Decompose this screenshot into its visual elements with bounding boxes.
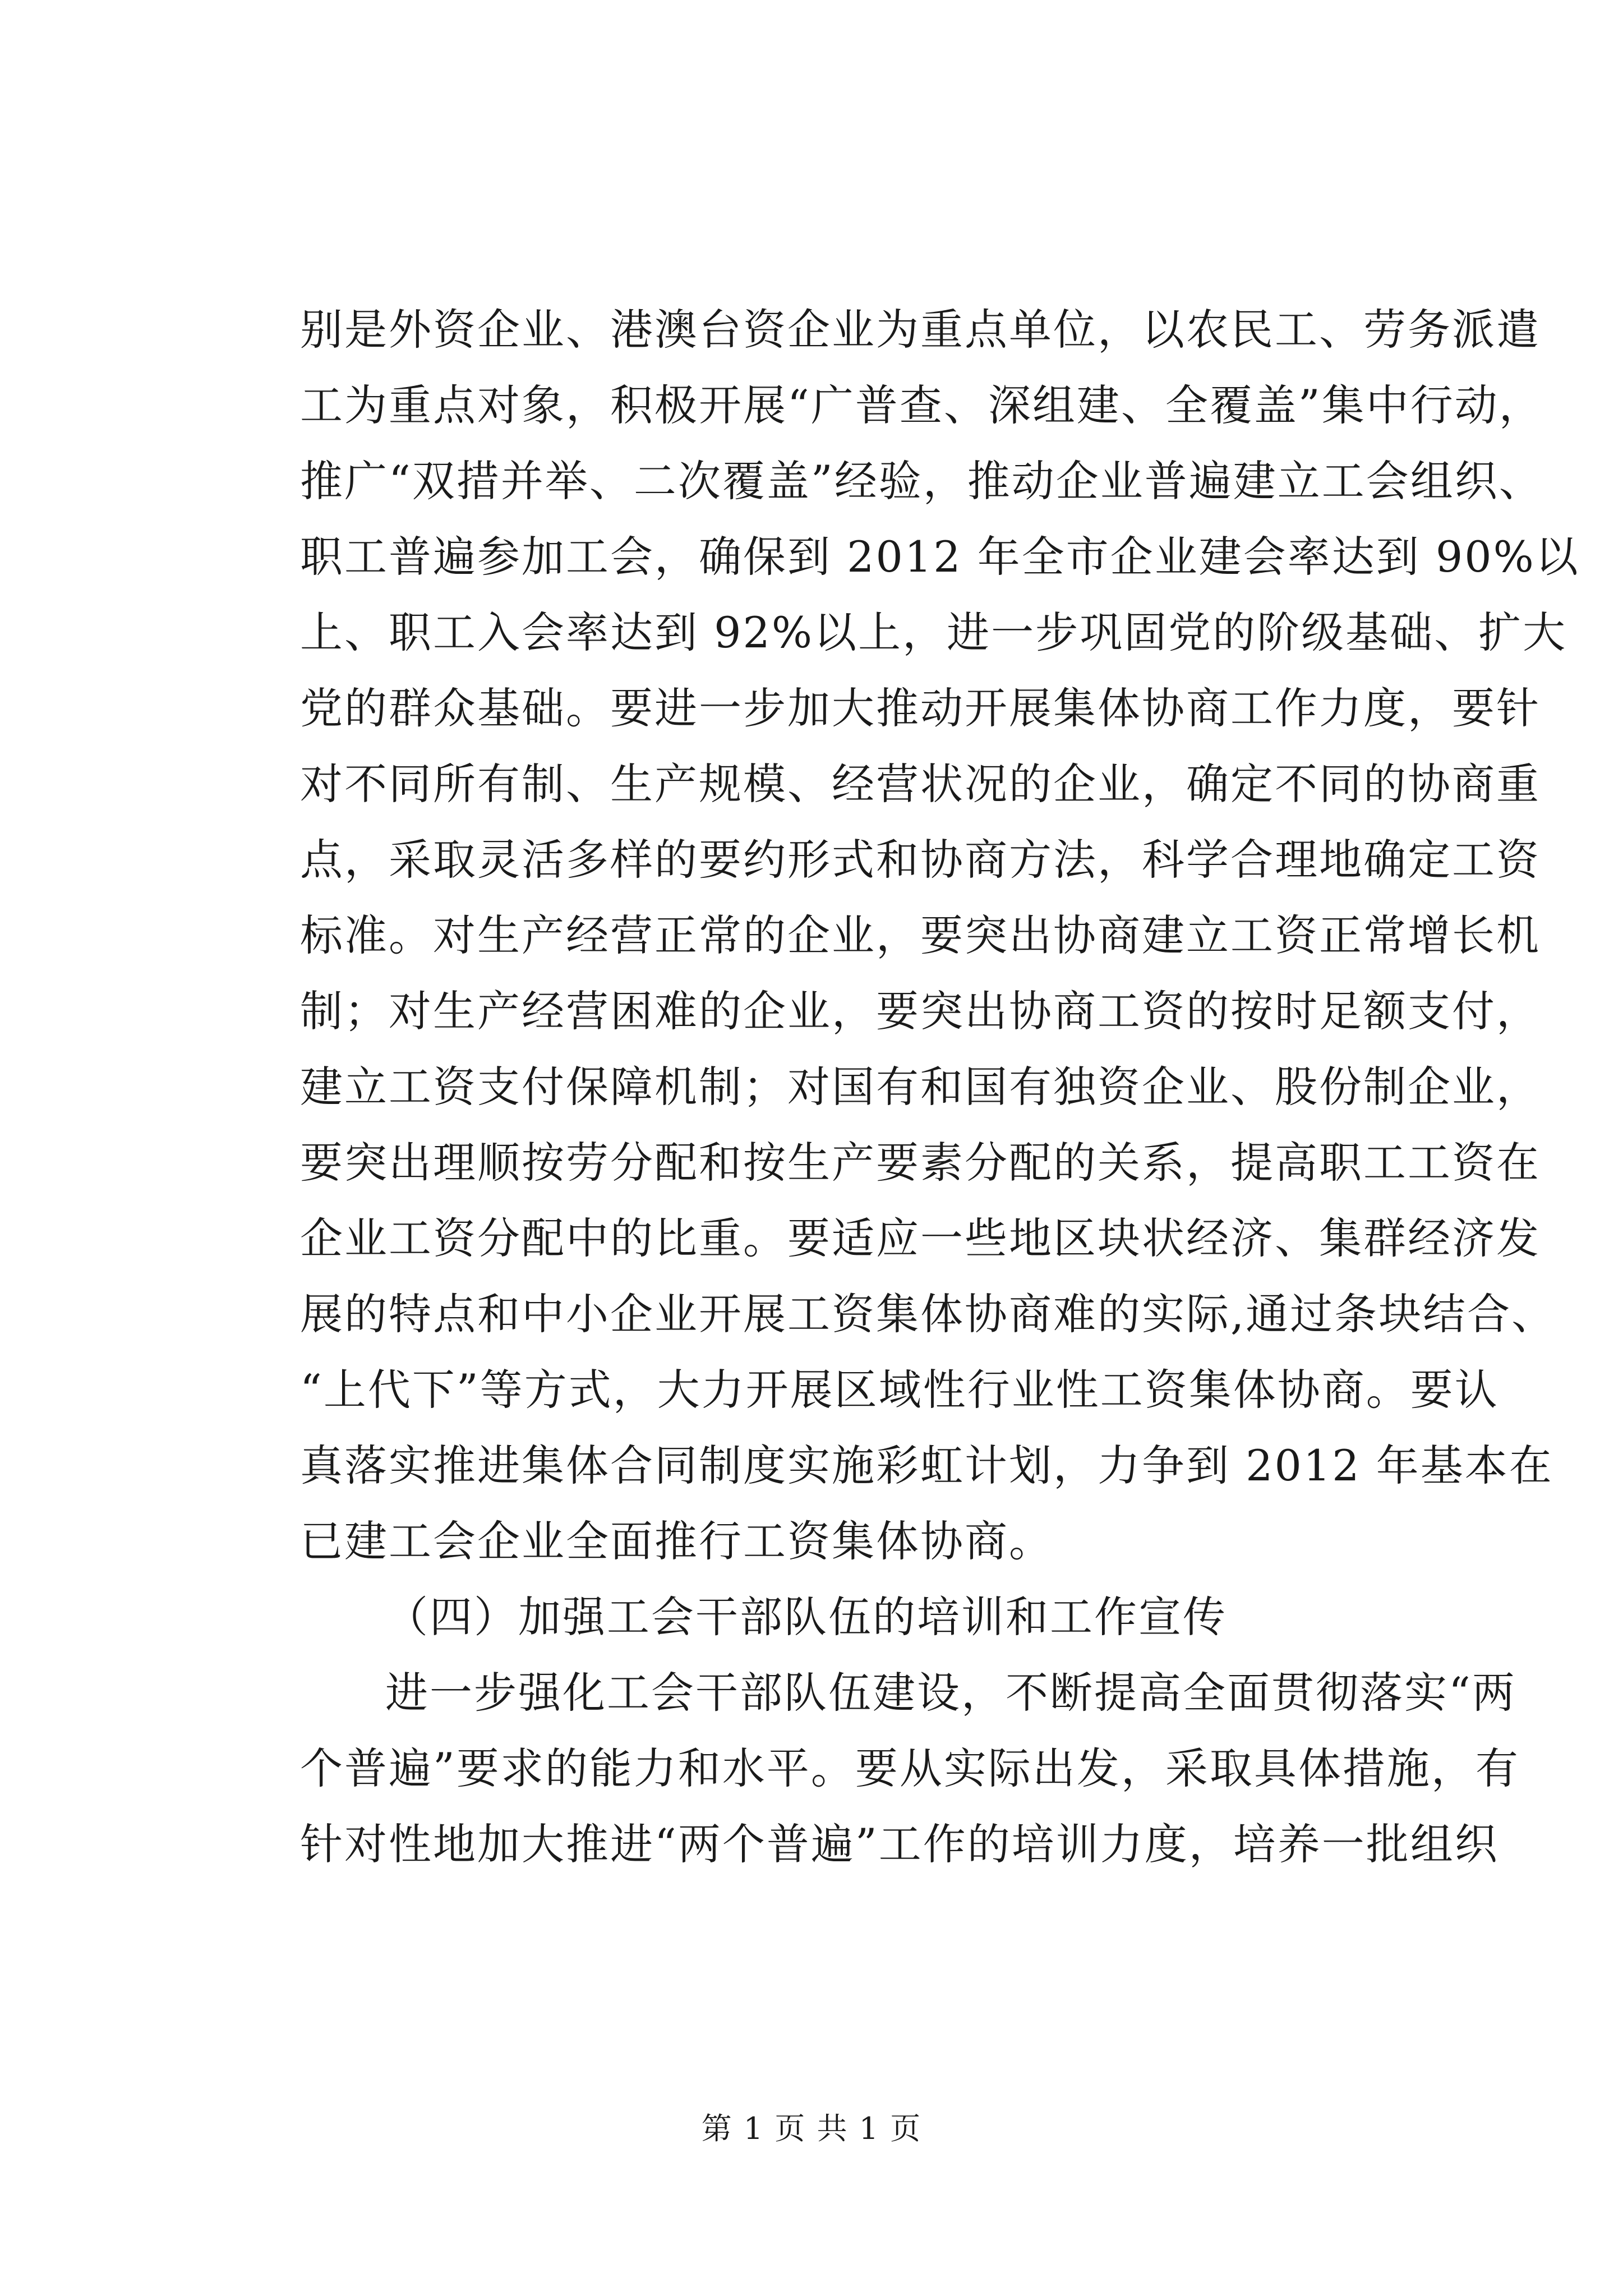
text-line: 党的群众基础。要进一步加大推动开展集体协商工作力度，要针 (300, 683, 1541, 733)
text-line: 建立工资支付保障机制；对国有和国有独资企业、股份制企业， (300, 1062, 1541, 1112)
text-line: 展的特点和中小企业开展工资集体协商难的实际,通过条块结合、 (300, 1289, 1556, 1339)
text-line: 制；对生产经营困难的企业，要突出协商工资的按时足额支付， (300, 986, 1541, 1036)
paragraph-last-line: 已建工会企业全面推行工资集体协商。 (300, 1516, 1053, 1566)
text-line: 别是外资企业、港澳台资企业为重点单位，以农民工、劳务派遣 (300, 305, 1541, 355)
text-line: 要突出理顺按劳分配和按生产要素分配的关系，提高职工工资在 (300, 1138, 1541, 1188)
text-line: 个普遍”要求的能力和水平。要从实际出发，采取具体措施，有 (300, 1743, 1520, 1793)
text-line: 工为重点对象，积极开展“广普查、深组建、全覆盖”集中行动， (300, 380, 1543, 430)
text-line: “上代下”等方式，大力开展区域性行业性工资集体协商。要认 (300, 1365, 1499, 1415)
text-line: 企业工资分配中的比重。要适应一些地区块状经济、集群经济发 (300, 1213, 1541, 1263)
text-line: 点，采取灵活多样的要约形式和协商方法，科学合理地确定工资 (300, 835, 1541, 885)
text-line: 对不同所有制、生产规模、经营状况的企业，确定不同的协商重 (300, 759, 1541, 809)
text-line: 针对性地加大推进“两个普遍”工作的培训力度，培养一批组织 (300, 1819, 1499, 1869)
body-text (300, 292, 1580, 1882)
text-line: 上、职工入会率达到 92%以上，进一步巩固党的阶级基础、扩大 (300, 608, 1567, 657)
section-heading: （四）加强工会干部队伍的培训和工作宣传 (385, 1592, 1227, 1642)
page-footer: 第 1 页 共 1 页 (701, 2111, 922, 2146)
paragraph-first-line: 进一步强化工会干部队伍建设，不断提高全面贯彻落实“两 (385, 1668, 1516, 1718)
text-line: 标准。对生产经营正常的企业，要突出协商建立工资正常增长机 (300, 910, 1541, 960)
text-line: 推广“双措并举、二次覆盖”经验，推动企业普遍建立工会组织、 (300, 456, 1543, 506)
text-line: 真落实推进集体合同制度实施彩虹计划，力争到 2012 年基本在 (300, 1441, 1553, 1490)
text-line: 职工普遍参加工会，确保到 2012 年全市企业建会率达到 90%以 (300, 532, 1580, 582)
